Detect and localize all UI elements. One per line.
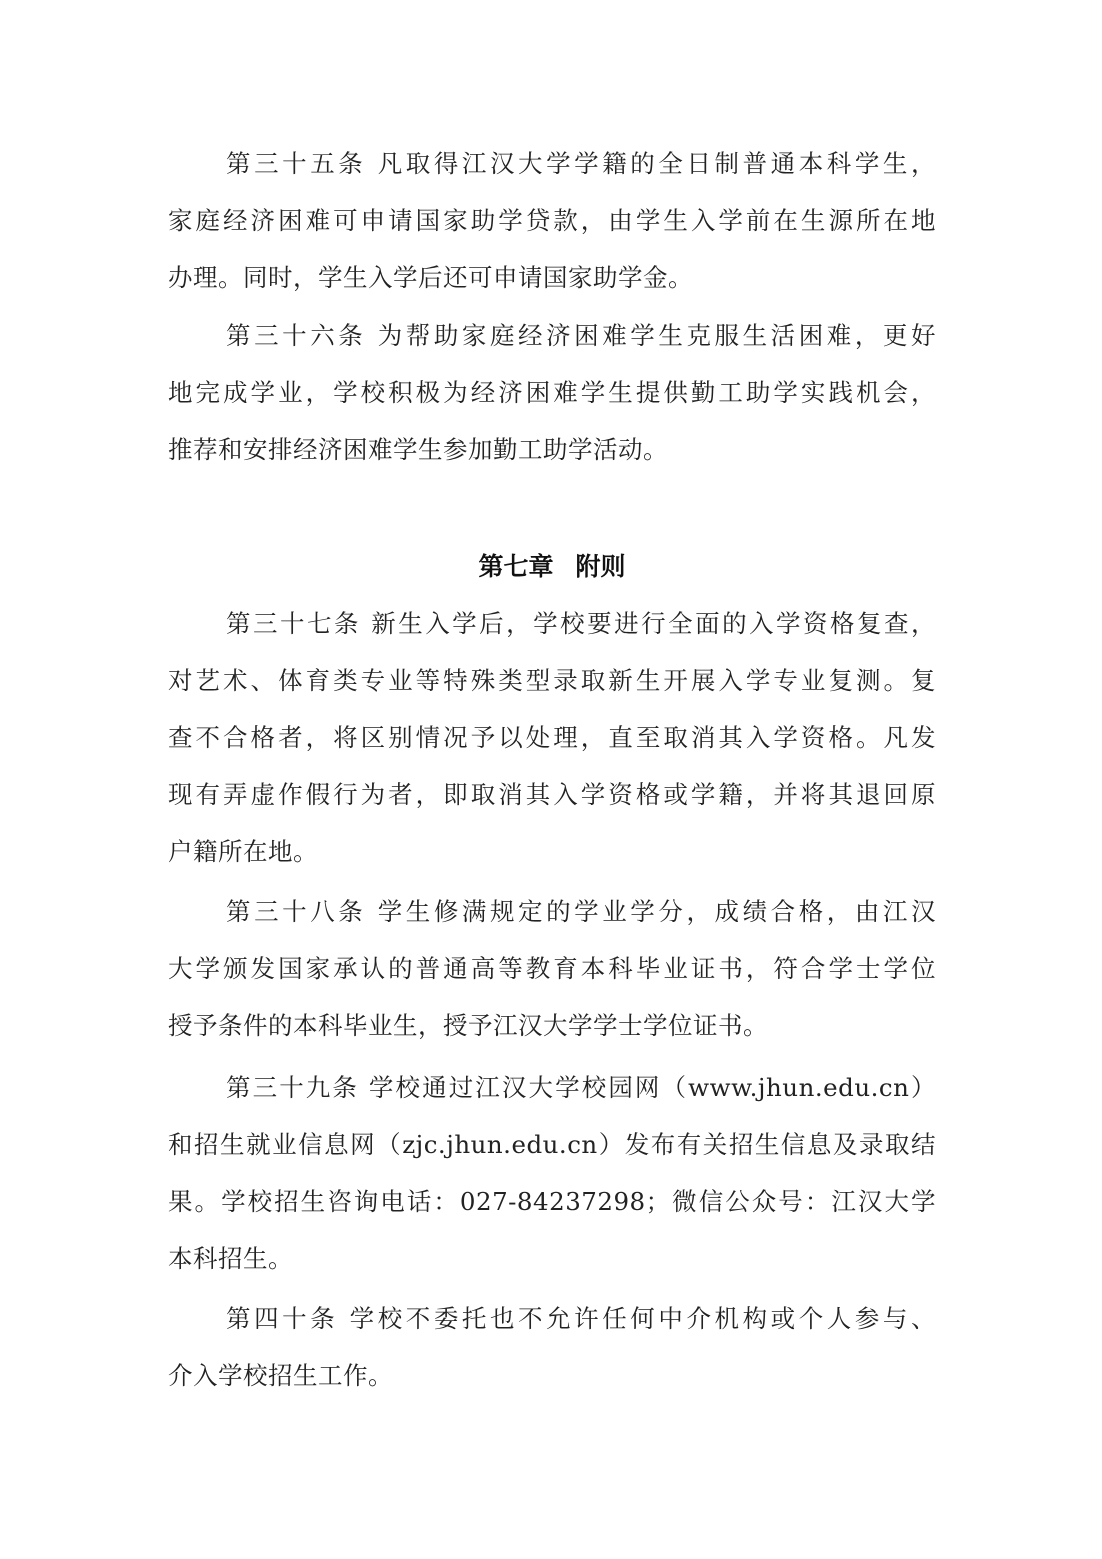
article-line: 和招生就业信息网（zjc.jhun.edu.cn）发布有关招生信息及录取结 (168, 1130, 936, 1159)
chapter-number: 第七章 (478, 552, 554, 581)
article-line: 查不合格者，将区别情况予以处理，直至取消其入学资格。凡发 (168, 723, 936, 752)
article-line: 现有弄虚作假行为者，即取消其入学资格或学籍，并将其退回原 (168, 780, 936, 809)
article-line: 授予条件的本科毕业生，授予江汉大学学士学位证书。 (168, 1011, 768, 1040)
article-line: 第三十五条 凡取得江汉大学学籍的全日制普通本科学生， (226, 149, 936, 178)
article-line: 第三十七条 新生入学后，学校要进行全面的入学资格复查， (226, 609, 936, 638)
article-line: 第四十条 学校不委托也不允许任何中介机构或个人参与、 (226, 1304, 936, 1333)
article-line: 本科招生。 (168, 1244, 293, 1273)
article-line: 介入学校招生工作。 (168, 1361, 393, 1390)
article-line: 第三十九条 学校通过江汉大学校园网（www.jhun.edu.cn） (226, 1073, 936, 1102)
article-line: 第三十六条 为帮助家庭经济困难学生克服生活困难，更好 (226, 321, 936, 350)
article-line: 推荐和安排经济困难学生参加勤工助学活动。 (168, 435, 668, 464)
chapter-title: 附则 (575, 552, 626, 581)
article-line: 对艺术、体育类专业等特殊类型录取新生开展入学专业复测。复 (168, 666, 936, 695)
article-line: 户籍所在地。 (168, 837, 318, 866)
article-line: 地完成学业，学校积极为经济困难学生提供勤工助学实践机会， (168, 378, 936, 407)
chapter-heading (168, 547, 936, 587)
article-line: 家庭经济困难可申请国家助学贷款，由学生入学前在生源所在地 (168, 206, 936, 235)
article-line: 大学颁发国家承认的普通高等教育本科毕业证书，符合学士学位 (168, 954, 936, 983)
article-line: 办理。同时，学生入学后还可申请国家助学金。 (168, 263, 693, 292)
article-line: 第三十八条 学生修满规定的学业学分，成绩合格，由江汉 (226, 897, 936, 926)
article-line: 果。学校招生咨询电话：027-84237298；微信公众号：江汉大学 (168, 1187, 936, 1216)
